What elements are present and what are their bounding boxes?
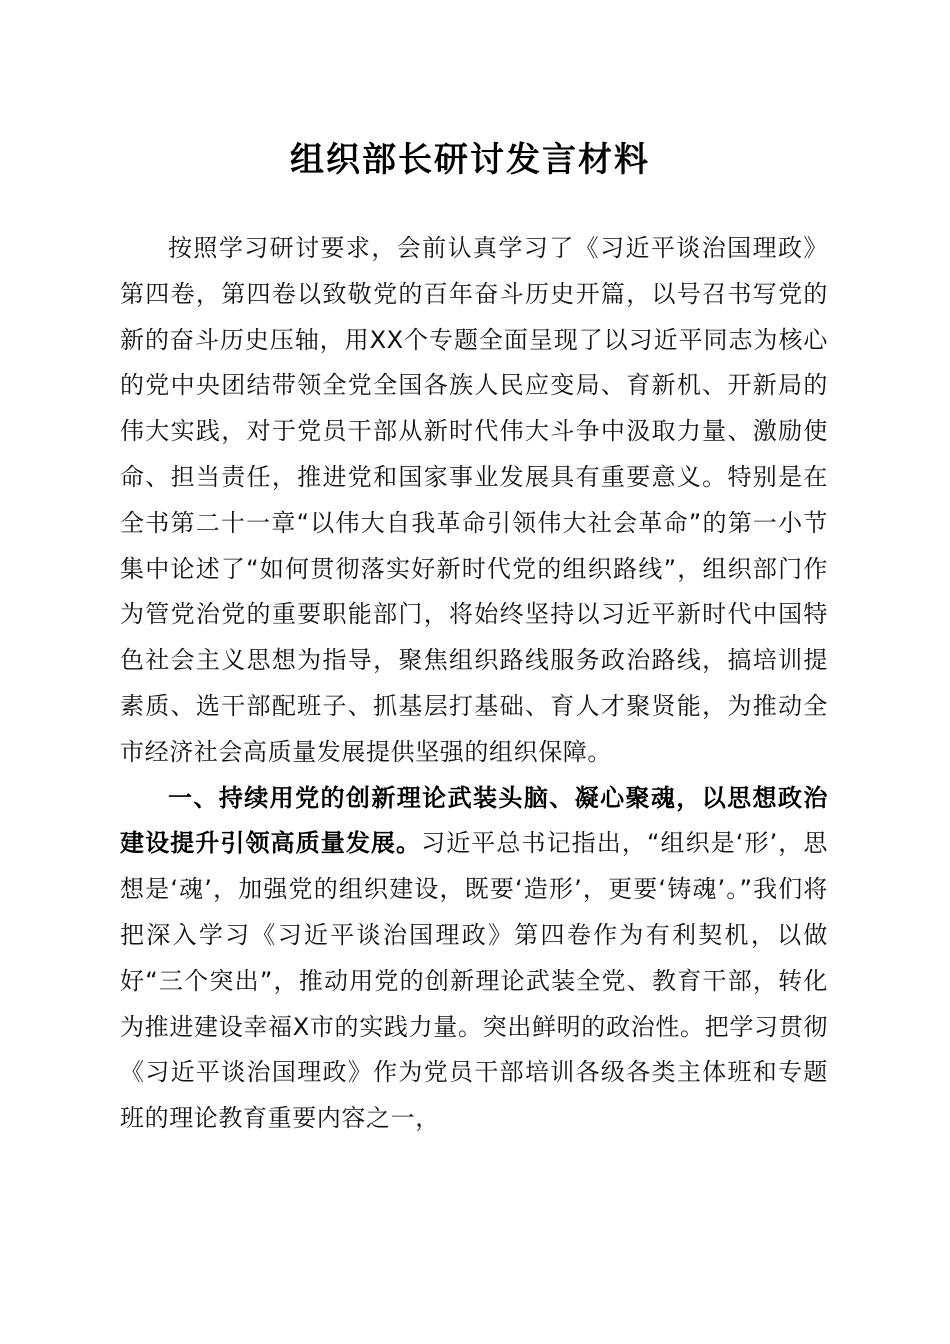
- document-body: [120, 226, 828, 1142]
- section-1-body: 习近平总书记指出，“组织是‘形’，思想是‘魂’，加强党的组织建设，既要‘造形’，更要‘铸魂’。”我们将把深入学习《习近平谈治国理政》第四卷作为有利契机，以做好“三个突出”，推动用党的创新理论武装全党、教育干部，转化为推进建设幸福X市的实践力量。突出鲜明的政治性。把学习贯彻《习近平谈治国理政》作为党员干部培训各级各类主体班和专题班的理论教育重要内容之一，: [120, 829, 828, 1133]
- section-1-paragraph: [120, 776, 828, 1142]
- document-title: 组织部长研讨发言材料: [290, 140, 650, 180]
- intro-paragraph: 按照学习研讨要求，会前认真学习了《习近平谈治国理政》第四卷，第四卷以致敬党的百年奋斗历史开篇，以号召书写党的新的奋斗历史压轴，用XX个专题全面呈现了以习近平同志为核心的党中央团结带领全党全国各族人民应变局、育新机、开新局的伟大实践，对于党员干部从新时代伟大斗争中汲取力量、激励使命、担当责任，推进党和国家事业发展具有重要意义。特别是在全书第二十一章“以伟大自我革命引领伟大社会革命”的第一小节集中论述了“如何贯彻落实好新时代党的组织路线”，组织部门作为管党治党的重要职能部门，将始终坚持以习近平新时代中国特色社会主义思想为指导，聚焦组织路线服务政治路线，搞培训提素质、选干部配班子、抓基层打基础、育人才聚贤能，为推动全市经济社会高质量发展提供坚强的组织保障。: [120, 234, 828, 766]
- section-1-heading: 一、持续用党的创新理论武装头脑、凝心聚魂，以思想政治建设提升引领高质量发展。: [120, 783, 828, 858]
